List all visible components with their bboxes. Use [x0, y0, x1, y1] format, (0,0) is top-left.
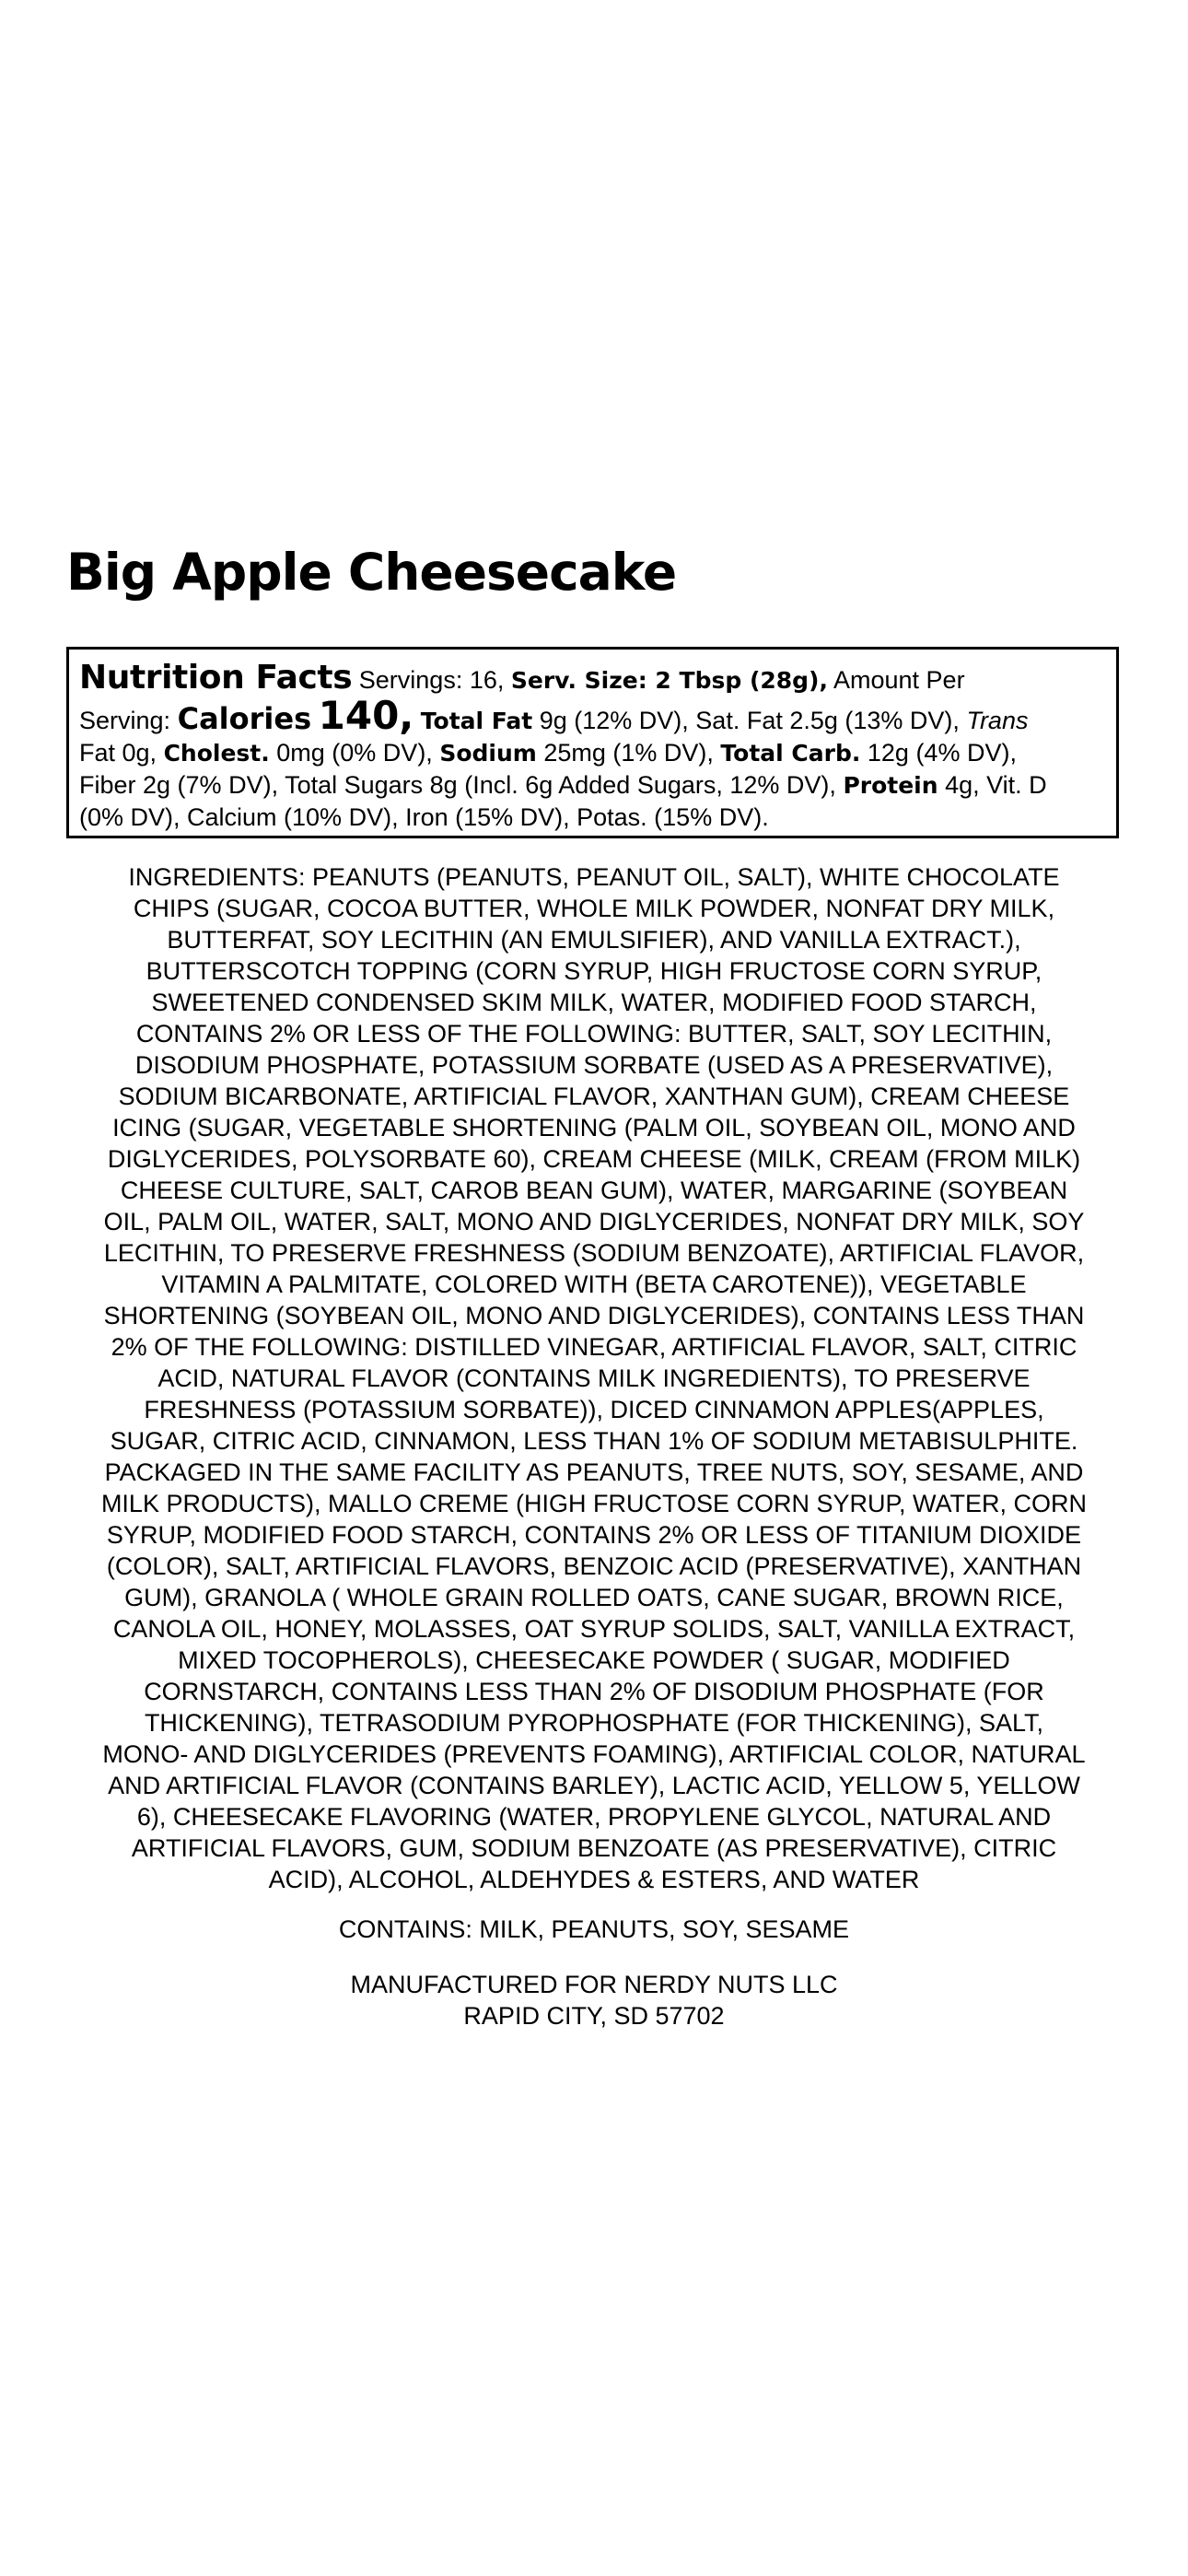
ingredients-line: MONO- AND DIGLYCERIDES (PREVENTS FOAMING), ARTIFICIAL COLOR, NATURAL: [102, 1740, 1086, 1768]
ingredients-line: PACKAGED IN THE SAME FACILITY AS PEANUTS, TREE NUTS, SOY, SESAME, AND: [104, 1458, 1084, 1486]
ingredients-line: 2% OF THE FOLLOWING: DISTILLED VINEGAR, ARTIFICIAL FLAVOR, SALT, CITRIC: [111, 1333, 1077, 1361]
protein-value: 4g, Vit. D: [945, 771, 1047, 799]
calories-value: 140,: [318, 693, 414, 738]
serving-text: Serving:: [79, 707, 171, 734]
ingredients-line: GUM), GRANOLA ( WHOLE GRAIN ROLLED OATS, CANE SUGAR, BROWN RICE,: [124, 1584, 1064, 1611]
ingredients-line: CORNSTARCH, CONTAINS LESS THAN 2% OF DISODIUM PHOSPHATE (FOR: [144, 1678, 1044, 1705]
servings-text: Servings: 16,: [358, 666, 505, 694]
total-fat-value: 9g (12% DV), Sat. Fat 2.5g (13% DV),: [539, 707, 960, 734]
nutrition-line-3: [79, 737, 1105, 769]
ingredients-line: FRESHNESS (POTASSIUM SORBATE)), DICED CINNAMON APPLES(APPLES,: [144, 1396, 1044, 1423]
ingredients-line: AND ARTIFICIAL FLAVOR (CONTAINS BARLEY), LACTIC ACID, YELLOW 5, YELLOW: [108, 1772, 1080, 1799]
ingredients-line: ICING (SUGAR, VEGETABLE SHORTENING (PALM OIL, SOYBEAN OIL, MONO AND: [112, 1114, 1076, 1142]
calories-label: Calories: [177, 701, 312, 736]
ingredients-line: 6), CHEESECAKE FLAVORING (WATER, PROPYLENE GLYCOL, NATURAL AND: [136, 1803, 1052, 1831]
ingredients-line: (COLOR), SALT, ARTIFICIAL FLAVORS, BENZOIC ACID (PRESERVATIVE), XANTHAN: [106, 1552, 1082, 1580]
ingredients-line: MILK PRODUCTS), MALLO CREME (HIGH FRUCTOSE CORN SYRUP, WATER, CORN: [100, 1490, 1088, 1517]
ingredients-line: DISODIUM PHOSPHATE, POTASSIUM SORBATE (USED AS A PRESERVATIVE),: [134, 1051, 1054, 1079]
sodium-label: Sodium: [439, 740, 537, 767]
serving-size-text: Serv. Size: 2 Tbsp (28g),: [510, 667, 828, 694]
nutrition-line-4: [79, 769, 1105, 802]
ingredients-block: [64, 861, 1124, 1895]
ingredients-line: VITAMIN A PALMITATE, COLORED WITH (BETA CAROTENE)), VEGETABLE: [161, 1270, 1027, 1298]
ingredients-line: CANOLA OIL, HONEY, MOLASSES, OAT SYRUP SOLIDS, SALT, VANILLA EXTRACT,: [112, 1615, 1076, 1643]
nutrition-facts-box: [66, 647, 1119, 838]
ingredients-line: THICKENING), TETRASODIUM PYROPHOSPHATE (FOR THICKENING), SALT,: [144, 1709, 1044, 1737]
total-carb-value: 12g (4% DV),: [867, 739, 1017, 767]
nutrition-facts-heading: Nutrition Facts: [79, 659, 353, 697]
ingredients-line: SODIUM BICARBONATE, ARTIFICIAL FLAVOR, XANTHAN GUM), CREAM CHEESE: [118, 1083, 1070, 1110]
nutrition-line-1: [79, 659, 1105, 700]
ingredients-line: SWEETENED CONDENSED SKIM MILK, WATER, MODIFIED FOOD STARCH,: [151, 989, 1037, 1016]
ingredients-line: INGREDIENTS: PEANUTS (PEANUTS, PEANUT OIL, SALT), WHITE CHOCOLATE: [128, 863, 1060, 891]
sodium-value: 25mg (1% DV),: [543, 739, 714, 767]
ingredients-line: ACID), ALCOHOL, ALDEHYDES & ESTERS, AND WATER: [268, 1866, 920, 1893]
fiber-sugars-text: Fiber 2g (7% DV), Total Sugars 8g (Incl. 6g Added Sugars, 12% DV),: [79, 771, 836, 799]
ingredients-line: BUTTERFAT, SOY LECITHIN (AN EMULSIFIER), AND VANILLA EXTRACT.),: [167, 926, 1021, 954]
trans-fat-value: Fat 0g,: [79, 739, 157, 767]
ingredients-line: DIGLYCERIDES, POLYSORBATE 60), CREAM CHEESE (MILK, CREAM (FROM MILK): [107, 1145, 1081, 1173]
ingredients-line: SHORTENING (SOYBEAN OIL, MONO AND DIGLYCERIDES), CONTAINS LESS THAN: [103, 1302, 1085, 1329]
trans-label: Trans: [966, 707, 1029, 734]
ingredients-line: CHIPS (SUGAR, COCOA BUTTER, WHOLE MILK POWDER, NONFAT DRY MILK,: [133, 895, 1055, 922]
total-fat-label: Total Fat: [420, 708, 533, 734]
protein-label: Protein: [843, 772, 938, 799]
ingredients-line: ACID, NATURAL FLAVOR (CONTAINS MILK INGREDIENTS), TO PRESERVE: [157, 1364, 1031, 1392]
product-title: Big Apple Cheesecake: [66, 543, 677, 602]
ingredients-line: ARTIFICIAL FLAVORS, GUM, SODIUM BENZOATE (AS PRESERVATIVE), CITRIC: [131, 1834, 1057, 1862]
ingredients-line: LECITHIN, TO PRESERVE FRESHNESS (SODIUM BENZOATE), ARTIFICIAL FLAVOR,: [103, 1239, 1085, 1267]
total-carb-label: Total Carb.: [720, 740, 861, 767]
nutrition-line-5: [79, 802, 1105, 833]
manufacturer-name: MANUFACTURED FOR NERDY NUTS LLC: [350, 1971, 838, 1998]
nutrition-line-2: [79, 693, 1105, 738]
ingredients-line: MIXED TOCOPHEROLS), CHEESECAKE POWDER ( SUGAR, MODIFIED: [178, 1646, 1010, 1674]
cholesterol-label: Cholest.: [163, 740, 270, 767]
ingredients-line: SUGAR, CITRIC ACID, CINNAMON, LESS THAN 1% OF SODIUM METABISULPHITE.: [110, 1427, 1078, 1455]
ingredients-line: BUTTERSCOTCH TOPPING (CORN SYRUP, HIGH FRUCTOSE CORN SYRUP,: [146, 957, 1042, 985]
amount-per-text: Amount Per: [833, 666, 965, 694]
ingredients-line: CONTAINS 2% OR LESS OF THE FOLLOWING: BUTTER, SALT, SOY LECITHIN,: [135, 1020, 1053, 1048]
ingredients-line: SYRUP, MODIFIED FOOD STARCH, CONTAINS 2% OR LESS OF TITANIUM DIOXIDE: [106, 1521, 1082, 1549]
manufacturer-block: [64, 1969, 1124, 2032]
cholesterol-value: 0mg (0% DV),: [276, 739, 433, 767]
allergen-statement: CONTAINS: MILK, PEANUTS, SOY, SESAME: [338, 1915, 850, 1943]
manufacturer-address: RAPID CITY, SD 57702: [463, 2002, 725, 2030]
ingredients-line: OIL, PALM OIL, WATER, SALT, MONO AND DIGLYCERIDES, NONFAT DRY MILK, SOY: [103, 1208, 1085, 1235]
ingredients-line: CHEESE CULTURE, SALT, CAROB BEAN GUM), WATER, MARGARINE (SOYBEAN: [120, 1177, 1068, 1204]
vitamins-minerals-text: (0% DV), Calcium (10% DV), Iron (15% DV), Potas. (15% DV).: [79, 803, 769, 831]
